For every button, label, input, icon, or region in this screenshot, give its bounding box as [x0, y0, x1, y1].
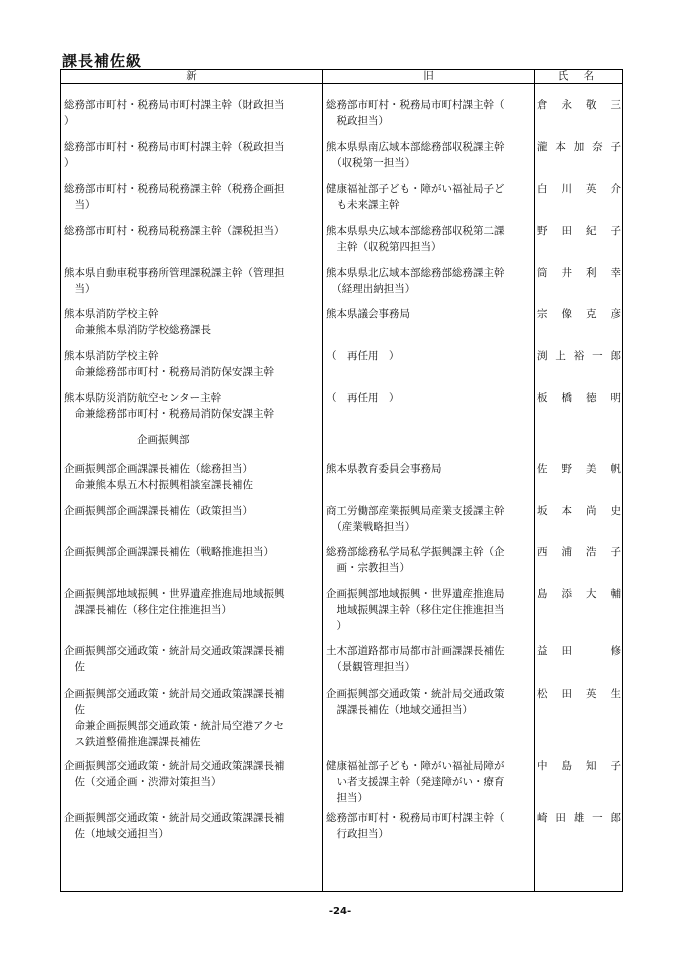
row-person-name: 野田紀子 — [537, 225, 621, 237]
row-new-post: 熊本県防災消防航空センター主幹 命兼総務部市町村・税務局消防保安課主幹 — [64, 392, 274, 420]
row-old-post: （ 再任用 ） — [326, 350, 400, 362]
row-person-name: 崎田雄一郎 — [537, 812, 621, 824]
row-person-name: 中島知子 — [537, 760, 621, 772]
row-old-post: 総務部市町村・税務局市町村課主幹（ 税政担当） — [326, 99, 505, 127]
row-old-post: 総務部市町村・税務局市町村課主幹（ 行政担当） — [326, 812, 505, 840]
row-new-post: 企画振興部地域振興・世界遺産推進局地域振興 課課長補佐（移住定住推進担当） — [64, 588, 285, 616]
column-divider — [534, 70, 535, 891]
row-old-post: 熊本県教育委員会事務局 — [326, 463, 442, 475]
row-old-post: 健康福祉部子ども・障がい福祉局障が い者支援課主幹（発達障がい・療育 担当） — [326, 760, 505, 804]
row-old-post: 企画振興部交通政策・統計局交通政策 課課長補佐（地域交通担当） — [326, 688, 505, 716]
row-old-post: （ 再任用 ） — [326, 392, 400, 404]
row-new-post: 企画振興部企画課課長補佐（総務担当） 命兼熊本県五木村振興相談室課長補佐 — [64, 463, 253, 491]
row-new-post: 総務部市町村・税務局税務課主幹（課税担当） — [64, 225, 285, 237]
row-new-post: 総務部市町村・税務局税務課主幹（税務企画担 当） — [64, 183, 285, 211]
row-new-post: 総務部市町村・税務局市町村課主幹（税政担当 ） — [64, 141, 285, 169]
row-new-post: 企画振興部交通政策・統計局交通政策課課長補 佐 — [64, 645, 285, 673]
row-person-name: 佐野美帆 — [537, 463, 621, 475]
row-old-post: 熊本県県南広域本部総務部収税課主幹 （収税第一担当） — [326, 141, 505, 169]
row-person-name: 渕上裕一郎 — [537, 350, 621, 362]
row-old-post: 熊本県県北広域本部総務部総務課主幹 （経理出納担当） — [326, 267, 505, 295]
page-number: -24- — [328, 906, 352, 917]
row-new-post: 熊本県消防学校主幹 命兼熊本県消防学校総務課長 — [64, 308, 211, 336]
row-new-post: 企画振興部交通政策・統計局交通政策課課長補 佐（交通企画・渋滞対策担当） — [64, 760, 285, 788]
row-new-post: 熊本県消防学校主幹 命兼総務部市町村・税務局消防保安課主幹 — [64, 350, 274, 378]
header-name: 氏 名 — [557, 70, 601, 82]
row-old-post: 商工労働部産業振興局産業支援課主幹 （産業戦略担当） — [326, 505, 505, 533]
row-new-post: 企画振興部交通政策・統計局交通政策課課長補 佐 命兼企画振興部交通政策・統計局空港アクセ ス鉄道整備推進課課長補佐 — [64, 688, 285, 748]
row-old-post: 熊本県議会事務局 — [326, 308, 410, 320]
row-new-post: 企画振興部企画課課長補佐（戦略推進担当） — [64, 546, 274, 558]
row-person-name: 坂本尚史 — [537, 505, 621, 517]
row-new-post: 総務部市町村・税務局市町村課主幹（財政担当 ） — [64, 99, 285, 127]
row-person-name: 西浦浩子 — [537, 546, 621, 558]
row-person-name: 松田英生 — [537, 688, 621, 700]
row-person-name: 益田 修 — [537, 645, 621, 657]
header-new: 新 — [186, 70, 197, 82]
header-divider — [61, 83, 622, 84]
row-new-post: 熊本県自動車税事務所管理課税課主幹（管理担 当） — [64, 267, 285, 295]
header-old: 旧 — [423, 70, 434, 82]
row-person-name: 倉永敬三 — [537, 99, 621, 111]
section-heading: 企画振興部 — [137, 434, 190, 446]
row-old-post: 熊本県県央広域本部総務部収税第二課 主幹（収税第四担当） — [326, 225, 505, 253]
row-person-name: 筒井利幸 — [537, 267, 621, 279]
row-person-name: 白川英介 — [537, 183, 621, 195]
row-person-name: 宗像克彦 — [537, 308, 621, 320]
row-old-post: 企画振興部地域振興・世界遺産推進局 地域振興課主幹（移住定住推進担当 ） — [326, 588, 505, 632]
column-divider — [322, 70, 323, 891]
row-new-post: 企画振興部交通政策・統計局交通政策課課長補 佐（地域交通担当） — [64, 812, 285, 840]
row-old-post: 土木部道路都市局都市計画課課長補佐 （景観管理担当） — [326, 645, 505, 673]
row-new-post: 企画振興部企画課課長補佐（政策担当） — [64, 505, 253, 517]
personnel-table — [60, 69, 623, 892]
page-title: 課長補佐級 — [62, 52, 143, 70]
row-person-name: 瀧本加奈子 — [537, 141, 621, 153]
row-old-post: 総務部総務私学局私学振興課主幹（企 画・宗教担当） — [326, 546, 505, 574]
row-person-name: 島添大輔 — [537, 588, 621, 600]
row-person-name: 板橋徳明 — [537, 392, 621, 404]
row-old-post: 健康福祉部子ども・障がい福祉局子ど も未来課主幹 — [326, 183, 505, 211]
